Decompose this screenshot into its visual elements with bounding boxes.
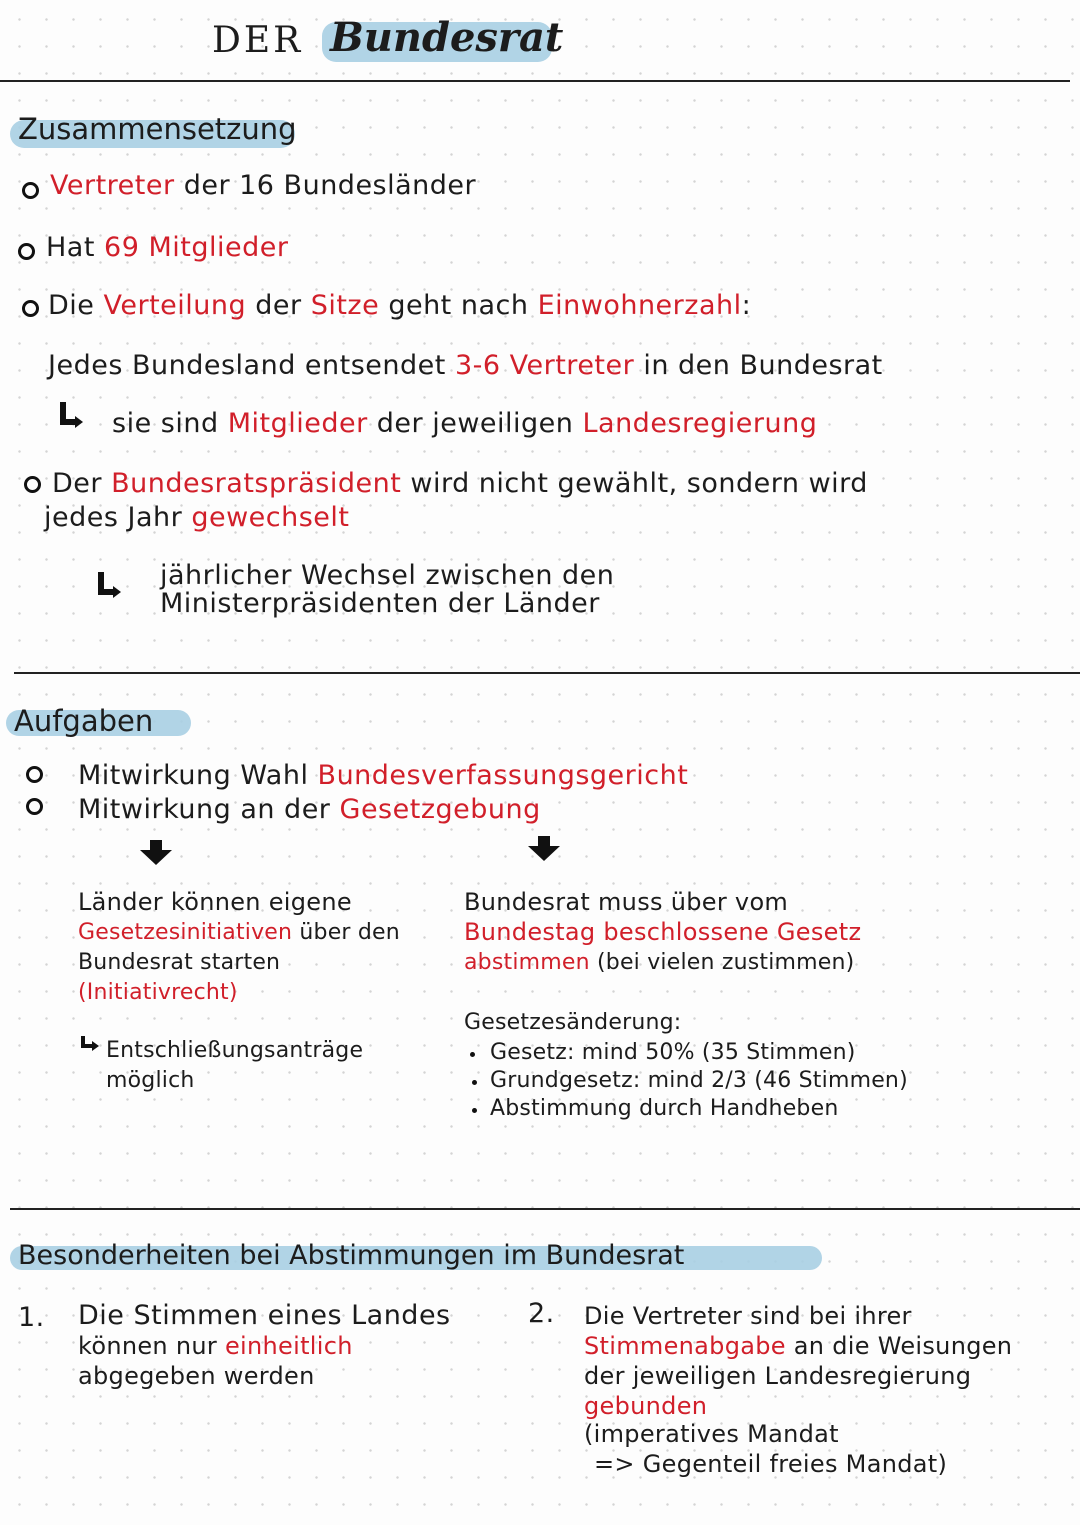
point-2-line-4: gebunden	[584, 1392, 708, 1420]
left-line-1: Länder können eigene	[78, 888, 352, 916]
bullet-icon	[18, 243, 35, 260]
arrow-return-icon	[96, 570, 122, 598]
point-2-line-5: (imperatives Mandat	[584, 1420, 839, 1448]
point-2-line-1: Die Vertreter sind bei ihrer	[584, 1302, 912, 1330]
divider-2	[14, 672, 1080, 674]
point-2-line-2: Stimmenabgabe an die Weisungen	[584, 1332, 1013, 1360]
point-2-number: 2.	[528, 1298, 555, 1329]
point-1-number: 1.	[18, 1302, 45, 1333]
title-prefix: DER	[212, 20, 304, 61]
line-wechsel-2: Ministerpräsidenten der Länder	[160, 588, 600, 619]
left-line-3: Bundesrat starten	[78, 950, 281, 975]
section-heading-zusammensetzung: Zusammensetzung	[18, 112, 297, 146]
left-line-4: (Initiativrecht)	[78, 980, 238, 1005]
line-jedes-jahr: jedes Jahr gewechselt	[44, 502, 350, 533]
point-1-line-2: können nur einheitlich	[78, 1332, 353, 1360]
arrow-return-icon	[80, 1036, 100, 1054]
divider-1	[0, 80, 1070, 82]
bullet-icon	[24, 476, 41, 493]
divider-3	[10, 1208, 1080, 1210]
dot-icon	[472, 1080, 477, 1085]
title-main: Bundesrat	[330, 14, 564, 61]
right-line-1: Bundesrat muss über vom	[464, 888, 789, 916]
section-heading-aufgaben: Aufgaben	[14, 704, 154, 738]
right-gesetzesaenderung: Gesetzesänderung:	[464, 1010, 682, 1035]
line-wahl: Mitwirkung Wahl Bundesverfassungsgericht	[78, 760, 689, 791]
point-2-line-6: => Gegenteil freies Mandat)	[594, 1450, 948, 1478]
right-line-2: Bundestag beschlossene Gesetz	[464, 918, 862, 946]
point-2-line-3: der jeweiligen Landesregierung	[584, 1362, 972, 1390]
line-wechsel-1: jährlicher Wechsel zwischen den	[160, 560, 615, 591]
right-line-3: abstimmen (bei vielen zustimmen)	[464, 950, 855, 975]
bullet-icon	[26, 798, 43, 815]
left-line-6: möglich	[106, 1068, 195, 1093]
bullet-icon	[22, 300, 39, 317]
line-entsendet: Jedes Bundesland entsendet 3-6 Vertreter in den Bundesrat	[48, 350, 883, 381]
line-praesident: Der Bundesratspräsident wird nicht gewählt, sondern wird	[52, 468, 868, 499]
dot-icon	[470, 1052, 475, 1057]
bullet-icon	[22, 182, 39, 199]
left-line-2: Gesetzesinitiativen über den	[78, 920, 400, 945]
arrow-down-icon	[526, 836, 562, 862]
line-gesetzgebung: Mitwirkung an der Gesetzgebung	[78, 794, 541, 825]
dot-icon	[472, 1108, 477, 1113]
left-line-5: Entschließungsanträge	[106, 1038, 364, 1063]
point-1-line-3: abgegeben werden	[78, 1362, 315, 1390]
arrow-down-icon	[138, 840, 174, 866]
line-mitglieder: Hat 69 Mitglieder	[46, 232, 289, 263]
right-item-2: Grundgesetz: mind 2/3 (46 Stimmen)	[490, 1068, 908, 1093]
line-verteilung: Die Verteilung der Sitze geht nach Einwohnerzahl:	[48, 290, 752, 321]
line-vertreter: Vertreter der 16 Bundesländer	[50, 170, 477, 201]
bullet-icon	[26, 766, 43, 783]
right-item-3: Abstimmung durch Handheben	[490, 1096, 839, 1121]
point-1-line-1: Die Stimmen eines Landes	[78, 1300, 451, 1331]
line-landesregierung: sie sind Mitglieder der jeweiligen Landesregierung	[112, 408, 818, 439]
right-item-1: Gesetz: mind 50% (35 Stimmen)	[490, 1040, 856, 1065]
arrow-return-icon	[58, 400, 84, 428]
section-heading-besonderheiten: Besonderheiten bei Abstimmungen im Bundesrat	[18, 1240, 685, 1271]
